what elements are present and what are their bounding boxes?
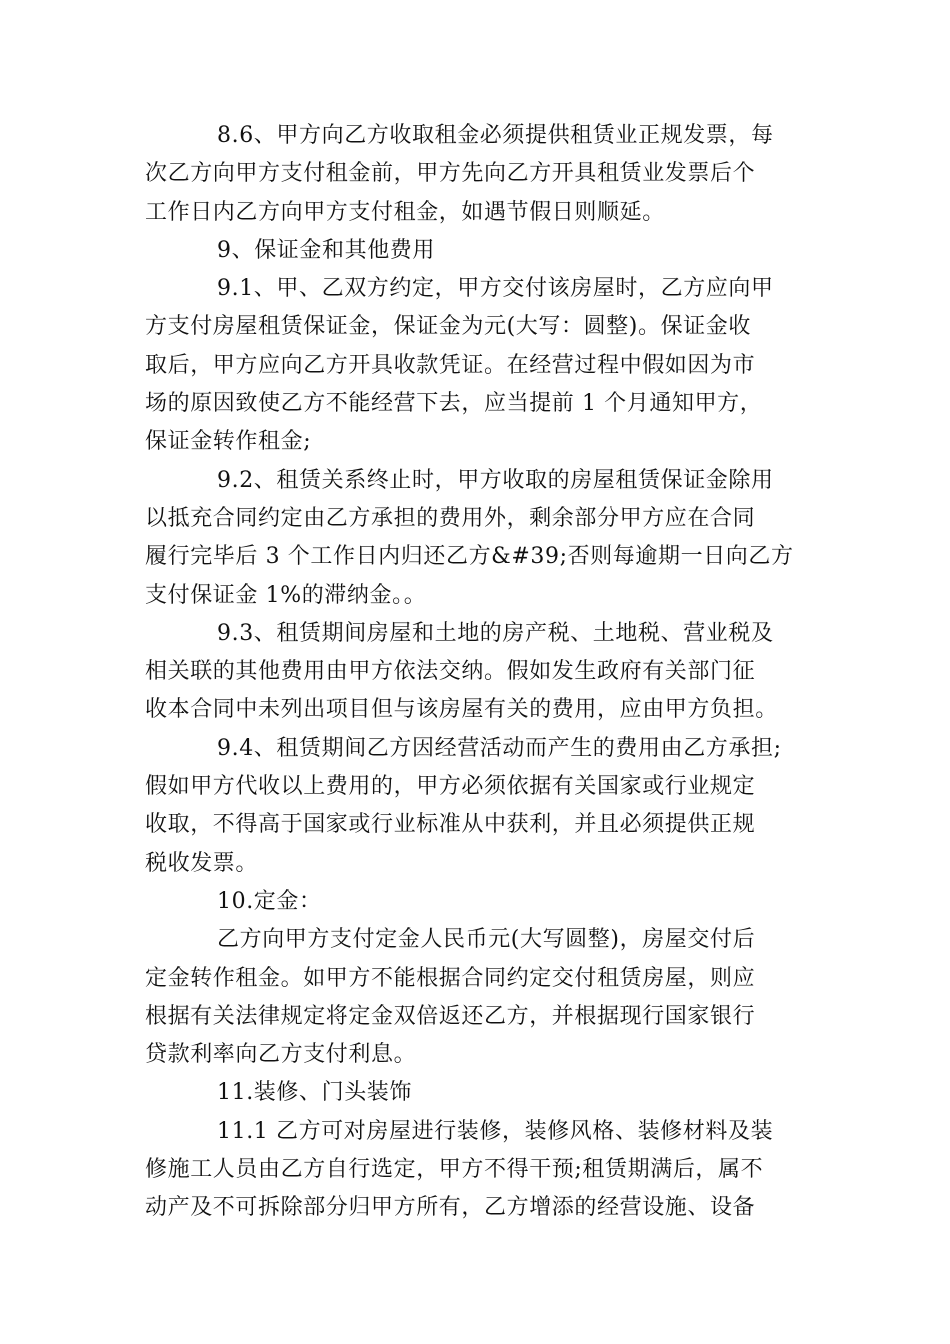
text-line: 工作日内乙方向甲方支付租金，如遇节假日则顺延。 — [145, 199, 665, 225]
text-line: 相关联的其他费用由甲方依法交纳。假如发生政府有关部门征 — [145, 659, 756, 685]
text-line: 假如甲方代收以上费用的，甲方必须依据有关国家或行业规定 — [145, 774, 756, 800]
text-line: 场的原因致使乙方不能经营下去，应当提前 1 个月通知甲方， — [145, 391, 763, 417]
text-line: 收取，不得高于国家或行业标准从中获利，并且必须提供正规 — [145, 812, 756, 838]
clause-9-2 — [145, 462, 821, 615]
clause-10 — [145, 921, 821, 1074]
section-heading: 9、保证金和其他费用 — [217, 237, 435, 263]
text-line: 税收发票。 — [145, 850, 259, 876]
text-line: 取后，甲方应向乙方开具收款凭证。在经营过程中假如因为市 — [145, 352, 756, 378]
text-line: 支付保证金 1%的滞纳金。。 — [145, 582, 427, 608]
clause-11-1 — [145, 1113, 821, 1228]
text-line: 定金转作租金。如甲方不能根据合同约定交付租赁房屋，则应 — [145, 965, 756, 991]
heading-9 — [145, 232, 821, 270]
clause-8-6 — [145, 117, 821, 232]
text-line: 方支付房屋租赁保证金，保证金为元(大写：圆整)。保证金收 — [145, 314, 751, 340]
heading-10 — [145, 883, 821, 921]
heading-11 — [145, 1074, 821, 1112]
document-body — [145, 117, 821, 1228]
text-line: 11.1 乙方可对房屋进行装修，装修风格、装修材料及装 — [217, 1118, 774, 1144]
text-line: 根据有关法律规定将定金双倍返还乙方，并根据现行国家银行 — [145, 1003, 756, 1029]
clause-9-1 — [145, 270, 821, 461]
clause-9-4 — [145, 730, 821, 883]
text-line: 9.4、租赁期间乙方因经营活动而产生的费用由乙方承担; — [217, 735, 782, 761]
text-line: 8.6、甲方向乙方收取租金必须提供租赁业正规发票，每 — [217, 123, 774, 148]
section-heading: 10.定金： — [217, 888, 322, 914]
text-line: 乙方向甲方支付定金人民币元(大写圆整)，房屋交付后 — [217, 927, 756, 953]
text-line: 次乙方向甲方支付租金前，甲方先向乙方开具租赁业发票后个 — [145, 161, 756, 187]
text-line: 修施工人员由乙方自行选定，甲方不得干预;租赁期满后，属不 — [145, 1157, 764, 1183]
text-line: 贷款利率向乙方支付利息。 — [145, 1042, 417, 1068]
text-line: 以抵充合同约定由乙方承担的费用外，剩余部分甲方应在合同 — [145, 505, 756, 531]
text-line: 9.3、租赁期间房屋和土地的房产税、土地税、营业税及 — [217, 620, 774, 646]
clause-9-3 — [145, 615, 821, 730]
text-line: 9.1、甲、乙双方约定，甲方交付该房屋时，乙方应向甲 — [217, 276, 774, 302]
text-line: 收本合同中未列出项目但与该房屋有关的费用，应由甲方负担。 — [145, 697, 778, 723]
text-line: 动产及不可拆除部分归甲方所有，乙方增添的经营设施、设备 — [145, 1195, 756, 1221]
section-heading: 11.装修、门头装饰 — [217, 1080, 412, 1106]
text-line: 履行完毕后 3 个工作日内归还乙方&#39;否则每逾期一日向乙方 — [145, 544, 794, 570]
text-line: 保证金转作租金; — [145, 429, 312, 455]
text-line: 9.2、租赁关系终止时，甲方收取的房屋租赁保证金除用 — [217, 467, 774, 493]
